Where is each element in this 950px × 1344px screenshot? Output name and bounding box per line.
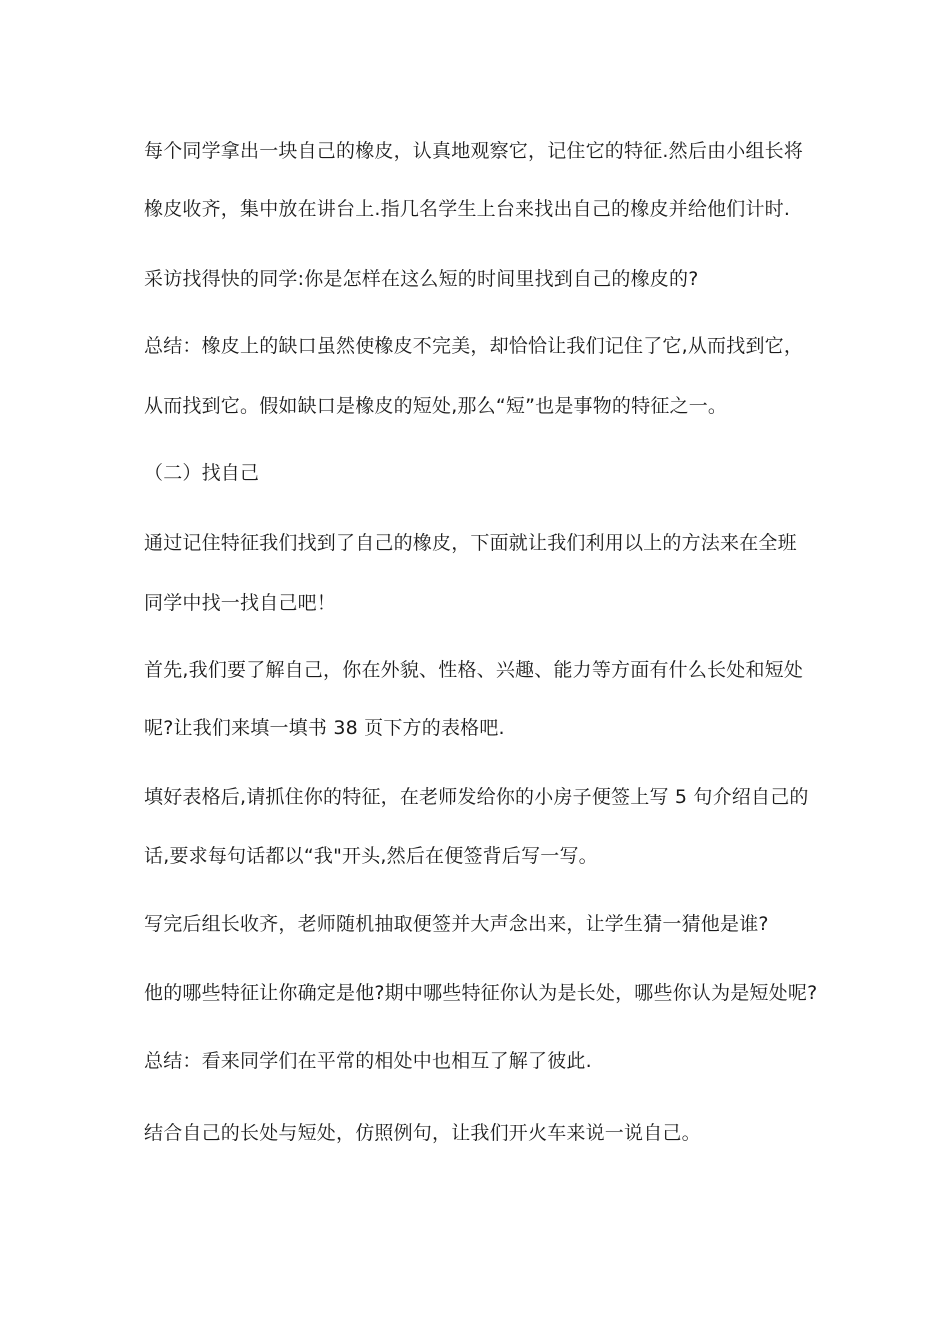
paragraph-line: 从而找到它。假如缺口是橡皮的短处,那么“短”也是事物的特征之一。 (144, 395, 728, 417)
paragraph-line: 总结：橡皮上的缺口虽然使橡皮不完美，却恰恰让我们记住了它,从而找到它， (144, 335, 804, 357)
paragraph-line: 填好表格后,请抓住你的特征，在老师发给你的小房子便签上写 5 句介绍自己的 (144, 786, 809, 808)
paragraph-line: 呢?让我们来填一填书 38 页下方的表格吧. (144, 717, 505, 739)
paragraph-line: 写完后组长收齐，老师随机抽取便签并大声念出来，让学生猜一猜他是谁? (144, 913, 769, 935)
paragraph-line: 通过记住特征我们找到了自己的橡皮，下面就让我们利用以上的方法来在全班 (144, 532, 797, 554)
paragraph-line: 他的哪些特征让你确定是他?期中哪些特征你认为是长处，哪些你认为是短处呢? (144, 982, 818, 1004)
paragraph-line: 每个同学拿出一块自己的橡皮，认真地观察它，记住它的特征.然后由小组长将 (144, 140, 804, 162)
paragraph-line: 总结：看来同学们在平常的相处中也相互了解了彼此. (144, 1050, 592, 1072)
paragraph-line: 橡皮收齐，集中放在讲台上.指几名学生上台来找出自己的橡皮并给他们计时. (144, 198, 791, 220)
paragraph-line: 首先,我们要了解自己，你在外貌、性格、兴趣、能力等方面有什么长处和短处 (144, 659, 804, 681)
paragraph-line: 结合自己的长处与短处，仿照例句，让我们开火车来说一说自己。 (144, 1122, 701, 1144)
paragraph-line: 话,要求每句话都以“我"开头,然后在便签背后写一写。 (144, 845, 598, 867)
paragraph-line: 同学中找一找自己吧！ (144, 592, 337, 614)
section-heading: （二）找自己 (144, 462, 260, 484)
paragraph-line: 采访找得快的同学:你是怎样在这么短的时间里找到自己的橡皮的? (144, 268, 699, 290)
